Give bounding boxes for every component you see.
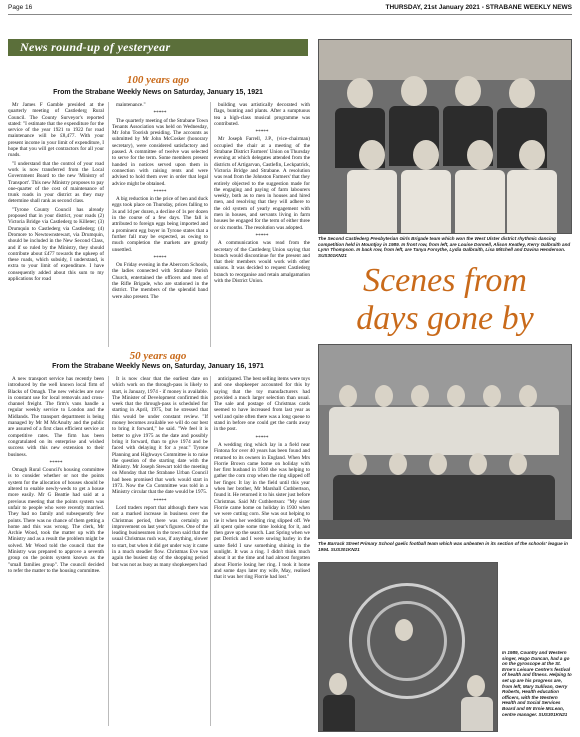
article-col-1 (8, 102, 104, 352)
figure (461, 697, 493, 732)
face (467, 140, 493, 170)
figure (507, 170, 557, 234)
face (413, 140, 439, 170)
face (509, 78, 535, 108)
column-divider (210, 102, 211, 347)
face (349, 453, 367, 475)
separator: ***** (153, 254, 167, 261)
scenes-title-line-2: days gone by (356, 300, 534, 337)
paragraph: On Friday evening in the Abercorn Schools, the ladies connected with Strabane Parish Church, entertained the officers and men of the Rifle Brigade, who are stationed in the district. The members of the splendid band were also present. The (112, 262, 208, 300)
paragraph: "Tyrone County Council has already proposed that in your district, your roads (2) Victoria Bridge via Castlederg to Killeter; (3) Drumquin to Castlederg via Castlederg; (4) Dromore to Newtownstewart, via Drumquin, should be included in the New Second Class, and if so ruled by the Ministry, they should contribute about £477 towards the upkeep of these roads, which subsidy, I understand, is extra to your limit of expenditure. I have consequently added about this sum to my applications for road (8, 206, 104, 283)
face (329, 673, 347, 695)
face (469, 453, 487, 475)
paragraph: "I understand that the control of your road work is now transferred from the Local Government Board to the new 'Ministry of Transport'. This new Ministry proposes to pay one-quarter of the cost of maintenance of trunk roads in your district as they may determine shall rank as second class. (8, 160, 104, 205)
face (519, 385, 537, 407)
separator: ***** (255, 232, 269, 239)
photo-wall (319, 40, 571, 80)
paragraph: Lord traders report that although there was not a marked increase in business over the Christmas period, there was certainly an improvement on last year's figures. One of the leading businessmen in the town said that the usual Christmas rush was, if anything, slower to start, but when it did get under way it came in a much steadier flow. Christmas Eve was again the busiest day of the shopping period but was not as busy as many shopkeepers had (112, 504, 208, 568)
scenes-title-line-1: Scenes from (363, 262, 527, 299)
face (339, 385, 357, 407)
paragraph: A communication was read from the secretary of the Castlederg Union saying that branch would discontinue for the present and that their members would work with other unions. It was decided to request Castlederg branch to reorganise and retain amalgamation with the District Union. (214, 240, 310, 285)
face (509, 453, 527, 475)
separator: ***** (153, 497, 167, 504)
fifty-years-subhead: From the Strabane Weekly News on, Saturday, January 16, 1971 (52, 363, 264, 370)
face (375, 385, 393, 407)
hundred-years-heading: 100 years ago (126, 74, 190, 86)
paragraph: A new transport service has recently been introduced by the well known local firm of Blacks of Omagh. The new vehicles are now in constant use for local removals and cross-channel freight. The firm's vans handle a regular weekly service to London and the Midlands. The transport department is being managed by Mr M McAnulty and the public are assured of a first class efficient service at competitive rates. The firm has been congratulated on its enterprise and wished success with this new extension to their business. (8, 376, 104, 458)
figure (323, 695, 355, 732)
face (359, 140, 385, 170)
team-back-row (329, 407, 559, 455)
article-col-3b (214, 376, 310, 728)
photo-ground (319, 520, 571, 539)
separator: ***** (49, 459, 63, 466)
face (447, 385, 465, 407)
gyroscope-caption: In 1989, Country and Western singer, Hugo Duncan, had a go on the gyroscope at the St. Erne's Leisure Centre's festival of health and fitness. Helping to set up are his progress are, from left, Mary Sullivan, Gerry Roberts, Health education officers, with the Western Health and Social Services Board and Mr Ernie McLean, centre manager. SUS301KN21 (502, 650, 572, 717)
face (429, 453, 447, 475)
page-header (8, 4, 572, 14)
face (389, 453, 407, 475)
paragraph: Omagh Rural Council's housing committee is to consider whether or not the points system for the allocation of houses should be altered to enable newly-weds to get a house more easily. Mr G Beattie had said at a previous meeting that the points system was unfair to people who were recently married. They had no family and subsequently few points. There was no chance of them getting a home and this was wrong. The clerk, Mr Archie Wood, took the matter up with the Ministry and as a result the problem might be solved. Mr Wood told the council that the Ministry was prepared to approve a seventh group on the points system known as the "small families group". The council decided to refer the matter to the housing committee. (8, 467, 104, 574)
column-divider (108, 376, 109, 726)
face (467, 675, 485, 697)
article-col-2b (112, 376, 208, 728)
figure (401, 170, 451, 234)
football-team-photo (318, 344, 572, 539)
face (483, 385, 501, 407)
page-number: Page 16 (8, 4, 33, 11)
paragraph: Mr James F Gamble presided at the quarterly meeting of Castlederg Rural Council. The County Surveyor's reported stated: "I estimate that the expenditure for the service of the year 1921 to 1922 for road maintenance will be £8,477. With your present income in your limit of expenditure, I hope that you will get contractors for all your roads. (8, 102, 104, 159)
hundred-years-subhead: From the Strabane Weekly News on Saturday, January 15, 1921 (53, 89, 263, 96)
paragraph: A big reduction in the price of hen and duck eggs took place on Thursday, prices falling to 3s and 1d per dozen, a decline of 1s per dozen in the course of a few days. The fall is attributed to foreign eggs being imported and a prominent egg buyer in Tyrone states that a further fall may be expected, as owing to much completion the markets are greatly unsettled. (112, 196, 208, 253)
football-team-caption: The Barrack Street Primary School gaelic football team which was unbeaten in its section of the schools' league in 1994. SUS301KN21 (318, 541, 568, 552)
face (411, 385, 429, 407)
separator: ***** (153, 188, 167, 195)
figure (455, 170, 505, 234)
paragraph: building was artistically decorated with flags, bunting and plants. After a sumptuous tea a high-class musical programme was contributed. (214, 102, 310, 127)
girls-brigade-photo (318, 39, 572, 234)
gyroscope-ring (367, 601, 447, 681)
face (395, 619, 413, 641)
separator: ***** (255, 434, 269, 441)
article-col-2 (112, 102, 208, 352)
section-banner: News round-up of yesteryear (8, 39, 308, 56)
column-divider (108, 102, 109, 347)
figure (347, 170, 397, 234)
face (347, 78, 373, 108)
paragraph: It is now clear that the earliest date on which work on the through-pass is likely to start, is January, 1974 - if money is available. The Minister of Development confirmed this week that the through-pass is scheduled for starting in April, 1975, but he stressed that this would be under constant review. "If money becomes available we will do our best to bring it forward," he said. "We feel it is better to give 1975 as the date and possibly bring it forward, than to give 1974 and be faced with delaying it for a year." Tyrone Planning and Highways Committee is to raise the question of the starting date with the Ministry. Mr Joseph Stewart told the meeting on Monday that the Strabane Urban Council had been promised that work would start in 1973. Now the Co Committee was told in a Ministry circular that the date would be 1975. (112, 376, 208, 496)
article-col-3 (214, 102, 310, 352)
separator: ***** (255, 129, 269, 136)
scenes-title (318, 262, 572, 338)
paragraph: The quarterly meeting of the Strabane Town Tenants Association was held on Wednesday, Mr John Toorish presiding. The accounts as submitted by Mr John McCosker (honorary secretary), were considered satisfactory and passed. A committee of twelve was selected to serve for the term. Some members present handed in notices served upon them in connection with raising rents and were advised to hold them over in order that legal advice might be obtained. (112, 117, 208, 187)
separator: ***** (153, 110, 167, 117)
gyroscope-photo (318, 562, 498, 732)
paragraph: maintenance." (116, 102, 146, 108)
issue-line: THURSDAY, 21st January 2021 - STRABANE WEEKLY NEWS (385, 4, 572, 11)
fifty-years-heading: 50 years ago (129, 350, 187, 362)
paragraph: Mr Joseph Farrell, J.P., (vice-chairman) occupied the chair at a meeting of the Strabane District Farmers' Union on Thursday evening at which delegates attended from the districts of Artigarvan, Castlefin, Leckpatrick, Victoria Bridge and Strabane. A resolution was read from the Johnston Farmers' that they entirely objected to the suggestion made for the engaging and paying of farm labourers weekly, both as to men in houses and hired men, and resolving that they will adhere to the old system of yearly engagement with men in houses, and servants living in farm houses be engaged for the term of either three or six months. The resolution was adopted. (214, 136, 310, 231)
header-rule (8, 14, 572, 15)
column-divider (210, 376, 211, 726)
face (455, 76, 481, 106)
paragraph: A wedding ring which lay in a field near Fintona for over 40 years has been found and returned to its owners in England. When Mrs Florrie Brown came home on holiday with her first husband in 1930 she was helping to gather the corn crop when the ring slipped off her finger. It lay in the field until this year when her brother, Mr Marshall Cuthbertson, found it. He returned it to his sister just before Christmas. Said Mr Cuthbertson: "My sister Florrie came home on holiday in 1930 when we were cutting corn. She was out helping to tie it when her wedding ring slipped off. We all spent quite some time looking for it, and then gave up the search. Last Spring when we put Derrick and I were sowing barley in the same field I saw something shining in the sunlight. It was a ring. I didn't think much about it at the time and had almost forgotten about Florrie losing her ring. I took it home and some days later my wife, May, realised that it was her ring Florrie had lost." (214, 441, 310, 581)
face (401, 76, 427, 106)
face (519, 140, 545, 170)
paragraph: anticipated. The best selling items were toys and one shopkeeper accounted for this by saying that the toy manufacturers had provided a much larger selection than usual. The sale and postage of Christmas cards seemed to have increased from last year as well and quite often there was a long queue to stand in before one could get the cards away in the post. (214, 376, 310, 433)
team-front-row (333, 475, 555, 520)
article-col-1b (8, 376, 104, 728)
girls-brigade-caption: The Second Castlederg Presbyterian Girls Brigade team which won the West Ulster district rhythmic dancing competition held in Mountjoy in 1989. In front row, from left, are Louise Donnell, Alison Keatley, Kerry Galbraith and Lynn Thompson. In back row, from left, are Tanya Forsythe, Lydia Galbraith, Lisa Mitchell and Davina Henderson. SUS301KN21 (318, 236, 571, 258)
